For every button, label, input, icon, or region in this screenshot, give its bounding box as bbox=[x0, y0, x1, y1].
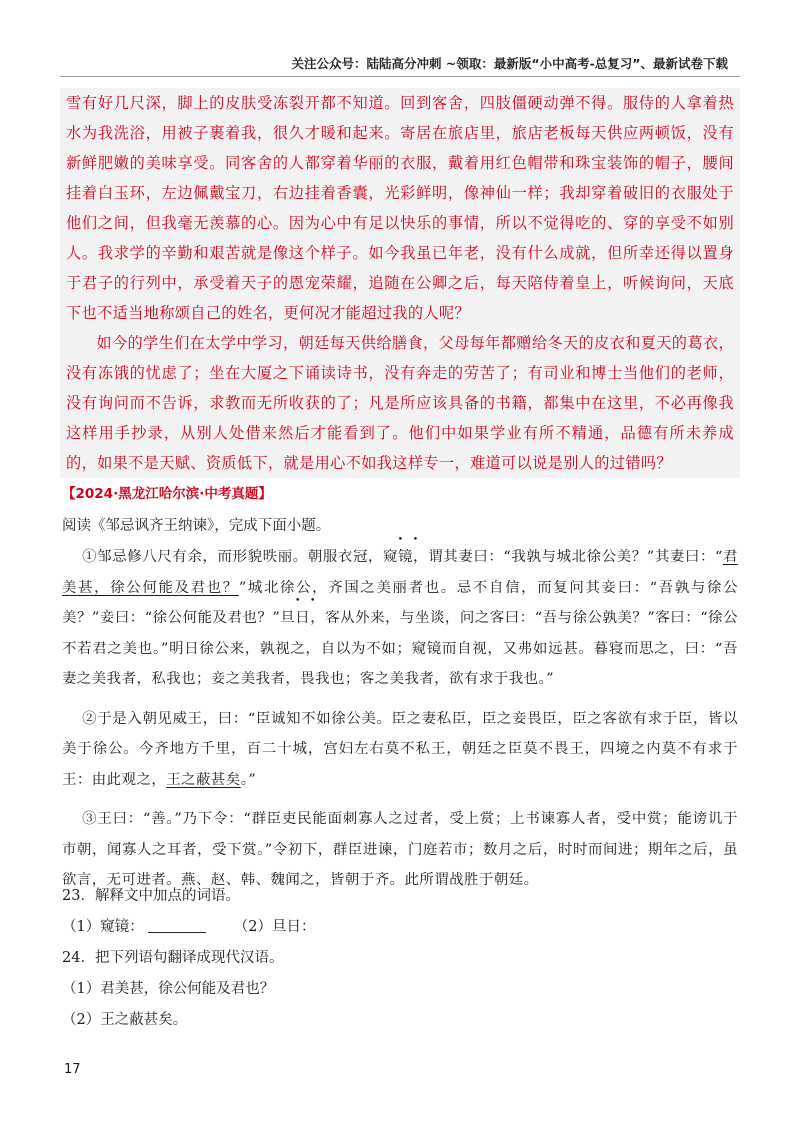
question-23-sub2: （2）旦日： bbox=[233, 919, 316, 935]
translation-paragraph-2: 如今的学生们在太学中学习，朝廷每天供给膳食，父母每年都赠给冬天的皮衣和夏天的葛衣，没有冻饿的忧虑了；坐在大厦之下诵读诗书，没有奔走的劳苦了；有司业和博士当他们的老师，没有询问而不告诉，求教而无所收获的了；凡是所应该具备的书籍，都集中在这里，不必再像我这样用手抄录，从别人处借来然后才能看到了。他们中如果学业有所不精通，品德有所未养成的，如果不是天赋、资质低下，就是用心不如我这样专一，难道可以说是别人的过错吗？ bbox=[66, 334, 734, 472]
dotted-char: 日 bbox=[295, 610, 311, 626]
passage-text: 邹忌修八尺有余，而形貌昳丽。朝服衣冠， bbox=[97, 549, 384, 565]
dotted-char: 窥 bbox=[383, 549, 399, 565]
passage-paragraph-2 bbox=[62, 704, 738, 796]
passage-text: ，谓其妻曰：“我孰与城北徐公美？”其妻曰：“ bbox=[413, 549, 723, 565]
question-24-stem: 24．把下列语句翻译成现代汉语。 bbox=[62, 950, 284, 966]
page-header: 关注公众号：陆陆高分冲刺 ~领取：最新版“小中高考-总复习”、最新试卷下载 bbox=[291, 56, 728, 71]
source-tag: 【2024·黑龙江哈尔滨·中考真题】 bbox=[62, 486, 272, 502]
passage-paragraph-1 bbox=[62, 542, 738, 695]
dotted-char: 旦 bbox=[280, 610, 296, 626]
question-23-subitems bbox=[62, 915, 315, 936]
passage-text: ”城北徐公，齐国之美丽者也。忌不自信，而复问其妾曰：“吾孰与徐公美？”妾曰：“徐公何能及君也？” bbox=[62, 579, 738, 626]
question-23-stem: 23．解释文中加点的词语。 bbox=[62, 888, 240, 904]
passage-text: ，客从外来，与坐谈，问之客曰：“吾与徐公孰美？”客曰：“徐公不若君之美也。”明日徐公来，孰视之，自以为不如；窥镜而自视，又弗如远甚。暮寝而思之，曰：“吾妻之美我者，私我也；妾之美我者，畏我也；客之美我者，欲有求于我也。” bbox=[62, 610, 738, 687]
translation-paragraph-1: 雪有好几尺深，脚上的皮肤受冻裂开都不知道。回到客舍，四肢僵硬动弹不得。服侍的人拿着热水为我洗浴，用被子裹着我，很久才暖和起来。寄居在旅店里，旅店老板每天供应两顿饭，没有新鲜肥嫩的美味享受。同客舍的人都穿着华丽的衣服，戴着用红色帽带和珠宝装饰的帽子，腰间挂着白玉环，左边佩戴宝刀，右边挂着香囊，光彩鲜明，像神仙一样；我却穿着破旧的衣服处于他们之间，但我毫无羡慕的心。因为心中有足以快乐的事情，所以不觉得吃的、穿的享受不如别人。我求学的辛勤和艰苦就是像这个样子。如今我虽已年老，没有什么成就，但所幸还得以置身于君子的行列中，承受着天子的恩宠荣耀，追随在公卿之后，每天陪侍着皇上，听候询问，天底下也不适当地称颂自己的姓名，更何况才能超过我的人呢？ bbox=[66, 94, 734, 322]
classical-passage bbox=[62, 542, 738, 896]
passage-text: 王曰：“善。”乃下令：“群臣吏民能面刺寡人之过者，受上赏；上书谏寡人者，受中赏；能谤讥于市朝，闻寡人之耳者，受下赏。”令初下，群臣进谏，门庭若市；数月之后，时时而间进；期年之后，虽欲言，无可进者。燕、赵、韩、魏闻之，皆朝于齐。此所谓战胜于朝廷。 bbox=[62, 811, 738, 888]
question-23-sub1: （1）窥镜： bbox=[62, 919, 144, 935]
dotted-char: 镜 bbox=[398, 549, 414, 565]
paragraph-number: ③ bbox=[82, 811, 98, 827]
question-24-sub2: （2）王之蔽甚矣。 bbox=[62, 1012, 188, 1028]
reading-instruction: 阅读《邹忌讽齐王纳谏》，完成下面小题。 bbox=[62, 518, 331, 534]
page-number: 17 bbox=[64, 1062, 81, 1077]
paragraph-number: ② bbox=[82, 710, 98, 727]
passage-paragraph-3 bbox=[62, 804, 738, 896]
question-24-sub1: （1）君美甚，徐公何能及君也？ bbox=[62, 981, 275, 997]
underlined-sentence: 君美甚，徐公何能及君也？ bbox=[62, 549, 738, 596]
translation-block bbox=[60, 88, 740, 478]
answer-blank[interactable] bbox=[148, 918, 206, 933]
underlined-sentence: 王之蔽甚矣 bbox=[166, 771, 241, 788]
paragraph-number: ① bbox=[82, 549, 98, 565]
header-divider bbox=[60, 76, 740, 77]
passage-text: 。” bbox=[240, 771, 257, 788]
passage-text: 于是入朝见威王，曰：“臣诚知不如徐公美。臣之妻私臣，臣之妾畏臣，臣之客欲有求于臣，皆以美于徐公。今齐地方千里，百二十城，宫妇左右莫不私王，朝廷之臣莫不畏王，四境之内莫不有求于王：由此观之， bbox=[62, 710, 738, 788]
